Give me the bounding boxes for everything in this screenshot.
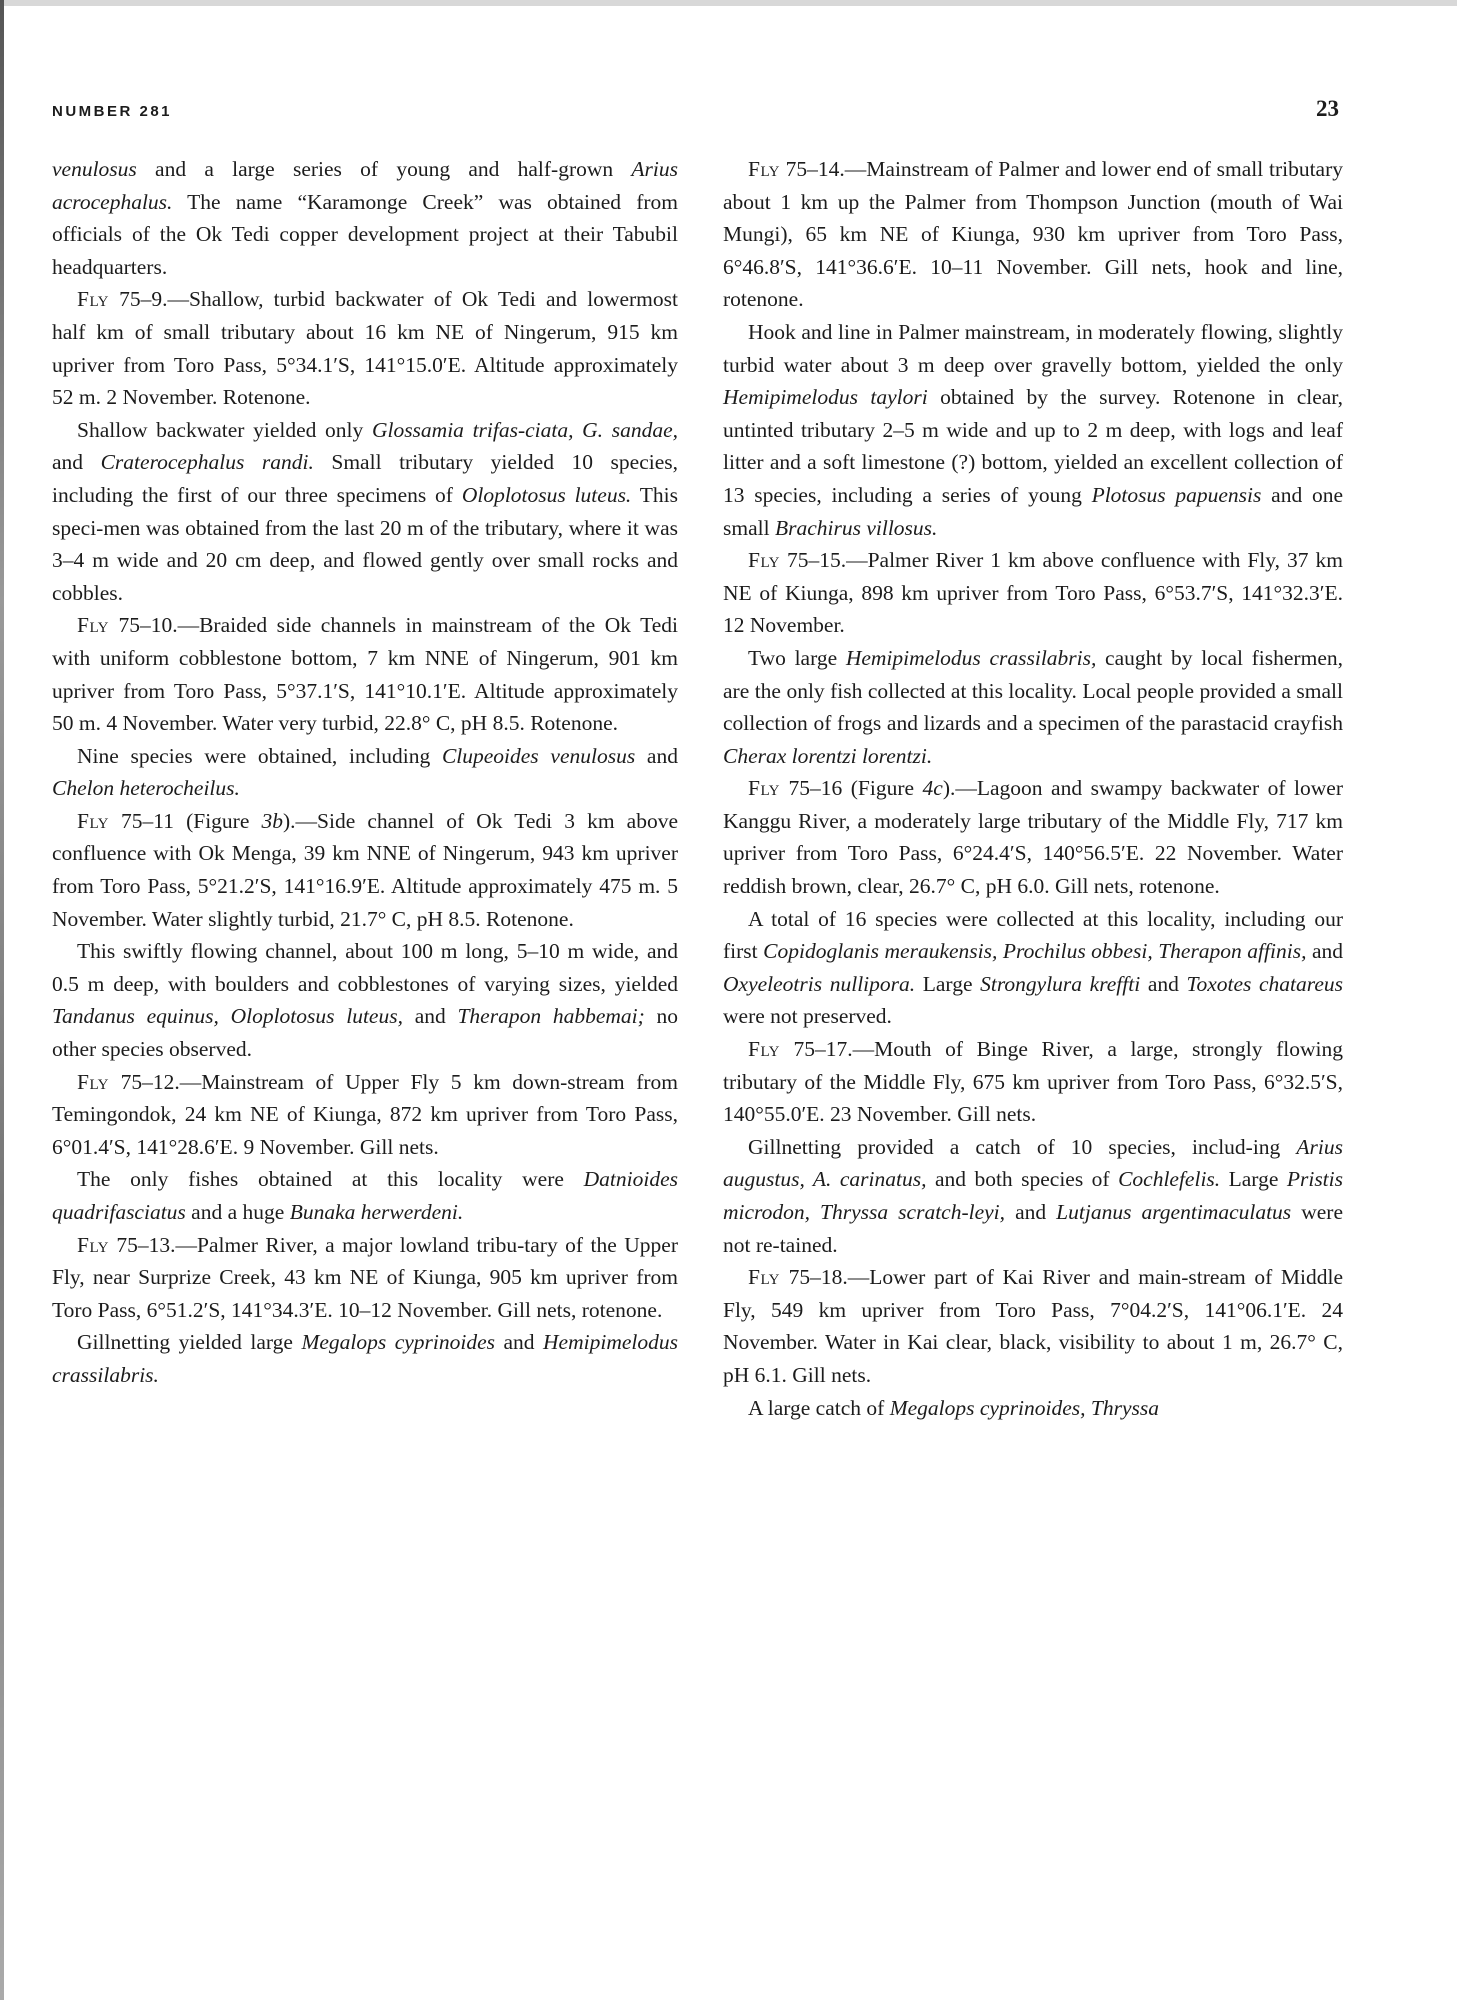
text-run: This speci-men was obtained from the last 20 m of the tributary, where it was 3–4 m wide and 20 cm deep, and flowed gently over small rocks and cobbles. — [52, 482, 678, 605]
paragraph — [52, 805, 678, 935]
paragraph — [52, 1163, 678, 1228]
paragraph — [52, 1326, 678, 1391]
paragraph — [52, 414, 678, 610]
paragraph — [52, 609, 678, 739]
italic-run: Clupeoides venulosus — [441, 743, 636, 768]
station-label: Fly — [748, 1265, 780, 1290]
paragraph — [723, 1033, 1343, 1131]
paragraph — [52, 1229, 678, 1327]
italic-run: Toxotes chatareus — [1186, 971, 1344, 996]
text-run: Two large — [748, 645, 846, 670]
station-label: Fly — [748, 548, 780, 573]
text-run: and — [52, 450, 101, 475]
italic-run: Chelon heterocheilus. — [52, 776, 240, 801]
text-run: Hook and line in Palmer mainstream, in moderately flowing, slightly turbid water about 3 m deep over gravelly bottom, yielded the only — [723, 319, 1343, 377]
left-text-column — [52, 153, 678, 1392]
station-label: Fly — [77, 808, 109, 833]
paragraph — [723, 544, 1343, 642]
text-run: Small tributary yielded 10 species, including the first of our three specimens of — [52, 450, 678, 507]
text-run: were not re-tained. — [723, 1200, 1344, 1257]
italic-run: Bunaka herwerdeni. — [289, 1200, 464, 1224]
text-run: 75–13.—Palmer River, a major lowland tribu-tary of the Upper Fly, near Surprize Creek, 43 km NE of Kiunga, 905 km upriver from Toro Pass, 6°51.2′S, 141°34.3′E. 10–12 November. Gill nets, rotenone. — [52, 1232, 678, 1322]
paragraph — [52, 283, 678, 413]
italic-run: Datnioides quadrifasciatus — [52, 1167, 678, 1224]
italic-run: Megalops cyprinoides — [301, 1330, 496, 1355]
italic-run: 4c — [922, 776, 943, 801]
text-run: Large — [915, 971, 981, 996]
text-run: 75–11 (Figure — [108, 808, 262, 833]
italic-run: Copidoglanis meraukensis, Prochilus obbesi, Therapon affinis, — [763, 939, 1307, 964]
page-number: 23 — [1316, 96, 1339, 121]
paragraph — [723, 1392, 1343, 1425]
paragraph — [723, 903, 1343, 1033]
station-label: Fly — [77, 1069, 109, 1094]
italic-run: Arius acrocephalus. — [52, 157, 678, 214]
paragraph — [723, 1261, 1343, 1391]
text-run: 75–9.—Shallow, turbid backwater of Ok Tedi and lowermost half km of small tributary about 16 km NE of Ningerum, 915 km upriver from Toro Pass, 5°34.1′S, 141°15.0′E. Altitude approximately 52 m. 2 November. Rotenone. — [52, 287, 678, 410]
running-header — [52, 96, 1339, 122]
italic-run: Cherax lorentzi lorentzi. — [723, 743, 933, 768]
text-run: and a large series of young and half-grown — [136, 157, 632, 181]
italic-run: venulosus — [52, 157, 137, 181]
text-run: The name “Karamonge Creek” was obtained from officials of the Ok Tedi copper development project at their Tabubil headquarters. — [52, 189, 678, 279]
text-run: Shallow backwater yielded only — [77, 417, 372, 442]
italic-run: Craterocephalus randi. — [100, 450, 314, 475]
paragraph — [723, 1131, 1343, 1261]
text-run: Large — [1220, 1167, 1287, 1192]
italic-run: Megalops cyprinoides, Thryssa — [889, 1395, 1160, 1420]
italic-run: Plotosus papuensis — [1091, 482, 1262, 507]
italic-run: Hemipimelodus crassilabris, — [845, 645, 1097, 670]
paragraph — [723, 316, 1343, 544]
paragraph — [723, 153, 1343, 316]
text-run: 75–12.—Mainstream of Upper Fly 5 km down-stream from Temingondok, 24 km NE of Kiunga, 872 km upriver from Toro Pass, 6°01.4′S, 141°28.6′E. 9 November. Gill nets. — [52, 1069, 678, 1159]
text-run: Nine species were obtained, including — [77, 743, 442, 768]
text-run: This swiftly flowing channel, about 100 m long, 5–10 m wide, and 0.5 m deep, with boulders and cobblestones of varying sizes, yielded — [52, 939, 678, 996]
text-run: and both species of — [926, 1167, 1119, 1192]
italic-run: Lutjanus argentimaculatus — [1056, 1200, 1292, 1224]
text-run: 75–18.—Lower part of Kai River and main-stream of Middle Fly, 549 km upriver from Toro Pass, 7°04.2′S, 141°06.1′E. 24 November. Water in Kai clear, black, visibility to about 1 m, 26.7° C, pH 6.1. Gill nets. — [723, 1265, 1343, 1387]
paragraph — [52, 1066, 678, 1164]
station-label: Fly — [77, 287, 109, 312]
text-run: Gillnetting provided a catch of 10 species, includ-ing — [748, 1134, 1297, 1159]
text-run: 75–17.—Mouth of Binge River, a large, strongly flowing tributary of the Middle Fly, 675 km upriver from Toro Pass, 6°32.5′S, 140°55.0′E. 23 November. Gill nets. — [723, 1037, 1343, 1127]
paragraph — [52, 935, 678, 1065]
text-run: and — [495, 1330, 544, 1355]
paragraph — [723, 772, 1343, 902]
station-label: Fly — [77, 1232, 109, 1257]
text-run: and — [1005, 1200, 1057, 1224]
station-label: Fly — [748, 157, 780, 181]
text-run: and — [1306, 939, 1343, 964]
italic-run: Cochlefelis. — [1118, 1167, 1221, 1192]
italic-run: Oxyeleotris nullipora. — [723, 971, 916, 996]
text-run: and one small — [723, 482, 1343, 540]
italic-run: Hemipimelodus taylori — [723, 385, 928, 410]
right-text-column — [723, 153, 1343, 1424]
text-run: Gillnetting yielded large — [77, 1330, 302, 1355]
text-run: and — [635, 743, 678, 768]
text-run: 75–14.—Mainstream of Palmer and lower end of small tributary about 1 km up the Palmer from Thompson Junction (mouth of Wai Mungi), 65 km NE of Kiunga, 930 km upriver from Toro Pass, 6°46.8′S, 141°36.6′E. 10–11 November. Gill nets, hook and line, rotenone. — [723, 157, 1343, 312]
text-run: and — [1140, 971, 1187, 996]
paragraph — [52, 153, 678, 283]
text-run: no other species observed. — [52, 1004, 679, 1062]
italic-run: Arius augustus, A. carinatus, — [723, 1134, 1343, 1192]
station-label: Fly — [77, 613, 109, 638]
text-run: and a huge — [185, 1200, 290, 1224]
italic-run: 3b — [261, 808, 283, 833]
text-run: ).—Side channel of Ok Tedi 3 km above confluence with Ok Menga, 39 km NNE of Ningerum, 943 km upriver from Toro Pass, 5°21.2′S, 141°16.9′E. Altitude approximately 475 m. 5 November. Water slightly turbid, 21.7° C, pH 8.5. Rotenone. — [52, 808, 678, 931]
text-run: obtained by the survey. Rotenone in clear, untinted tributary 2–5 m wide and up to 2 m deep, with logs and leaf litter and a soft limestone (?) bottom, yielded an excellent collection of 13 species, including a series of young — [723, 385, 1343, 507]
italic-run: Strongylura kreffti — [980, 971, 1141, 996]
station-label: Fly — [748, 776, 780, 801]
paragraph — [52, 740, 678, 805]
italic-run: Tandanus equinus, Oloplotosus luteus, — [52, 1004, 403, 1029]
italic-run: Hemipimelodus crassilabris. — [52, 1330, 678, 1387]
station-label: Fly — [748, 1037, 780, 1062]
text-run: The only fishes obtained at this locality were — [77, 1167, 584, 1192]
text-run: A total of 16 species were collected at this locality, including our first — [723, 906, 1343, 964]
page-top-edge — [0, 0, 1457, 6]
text-run: and — [402, 1004, 458, 1029]
paragraph — [723, 642, 1343, 772]
text-run: A large catch of — [748, 1395, 890, 1420]
page-binding-edge — [0, 0, 4, 2000]
italic-run: Pristis microdon, Thryssa scratch-leyi, — [723, 1167, 1343, 1224]
italic-run: Brachirus villosus. — [774, 515, 938, 540]
text-run: were not preserved. — [723, 1004, 892, 1029]
text-run: 75–15.—Palmer River 1 km above confluence with Fly, 37 km NE of Kiunga, 898 km upriver from Toro Pass, 6°53.7′S, 141°32.3′E. 12 November. — [723, 548, 1343, 638]
text-run: 75–10.—Braided side channels in mainstream of the Ok Tedi with uniform cobblestone bottom, 7 km NNE of Ningerum, 901 km upriver from Toro Pass, 5°37.1′S, 141°10.1′E. Altitude approximately 50 m. 4 November. Water very turbid, 22.8° C, pH 8.5. Rotenone. — [52, 613, 678, 736]
text-run: 75–16 (Figure — [779, 776, 923, 801]
text-run: caught by local fishermen, are the only fish collected at this locality. Local people provided a small collection of frogs and lizards and a specimen of the parastacid crayfish — [723, 645, 1343, 736]
italic-run: Therapon habbemai; — [457, 1004, 645, 1029]
italic-run: Glossamia trifas-ciata, G. sandae, — [371, 417, 678, 442]
text-run: ).—Lagoon and swampy backwater of lower Kanggu River, a moderately large tributary of the Middle Fly, 717 km upriver from Toro Pass, 6°24.4′S, 140°56.5′E. 22 November. Water reddish brown, clear, 26.7° C, pH 6.0. Gill nets, rotenone. — [723, 776, 1343, 899]
series-number: NUMBER 281 — [52, 103, 173, 120]
italic-run: Oloplotosus luteus. — [461, 482, 632, 507]
